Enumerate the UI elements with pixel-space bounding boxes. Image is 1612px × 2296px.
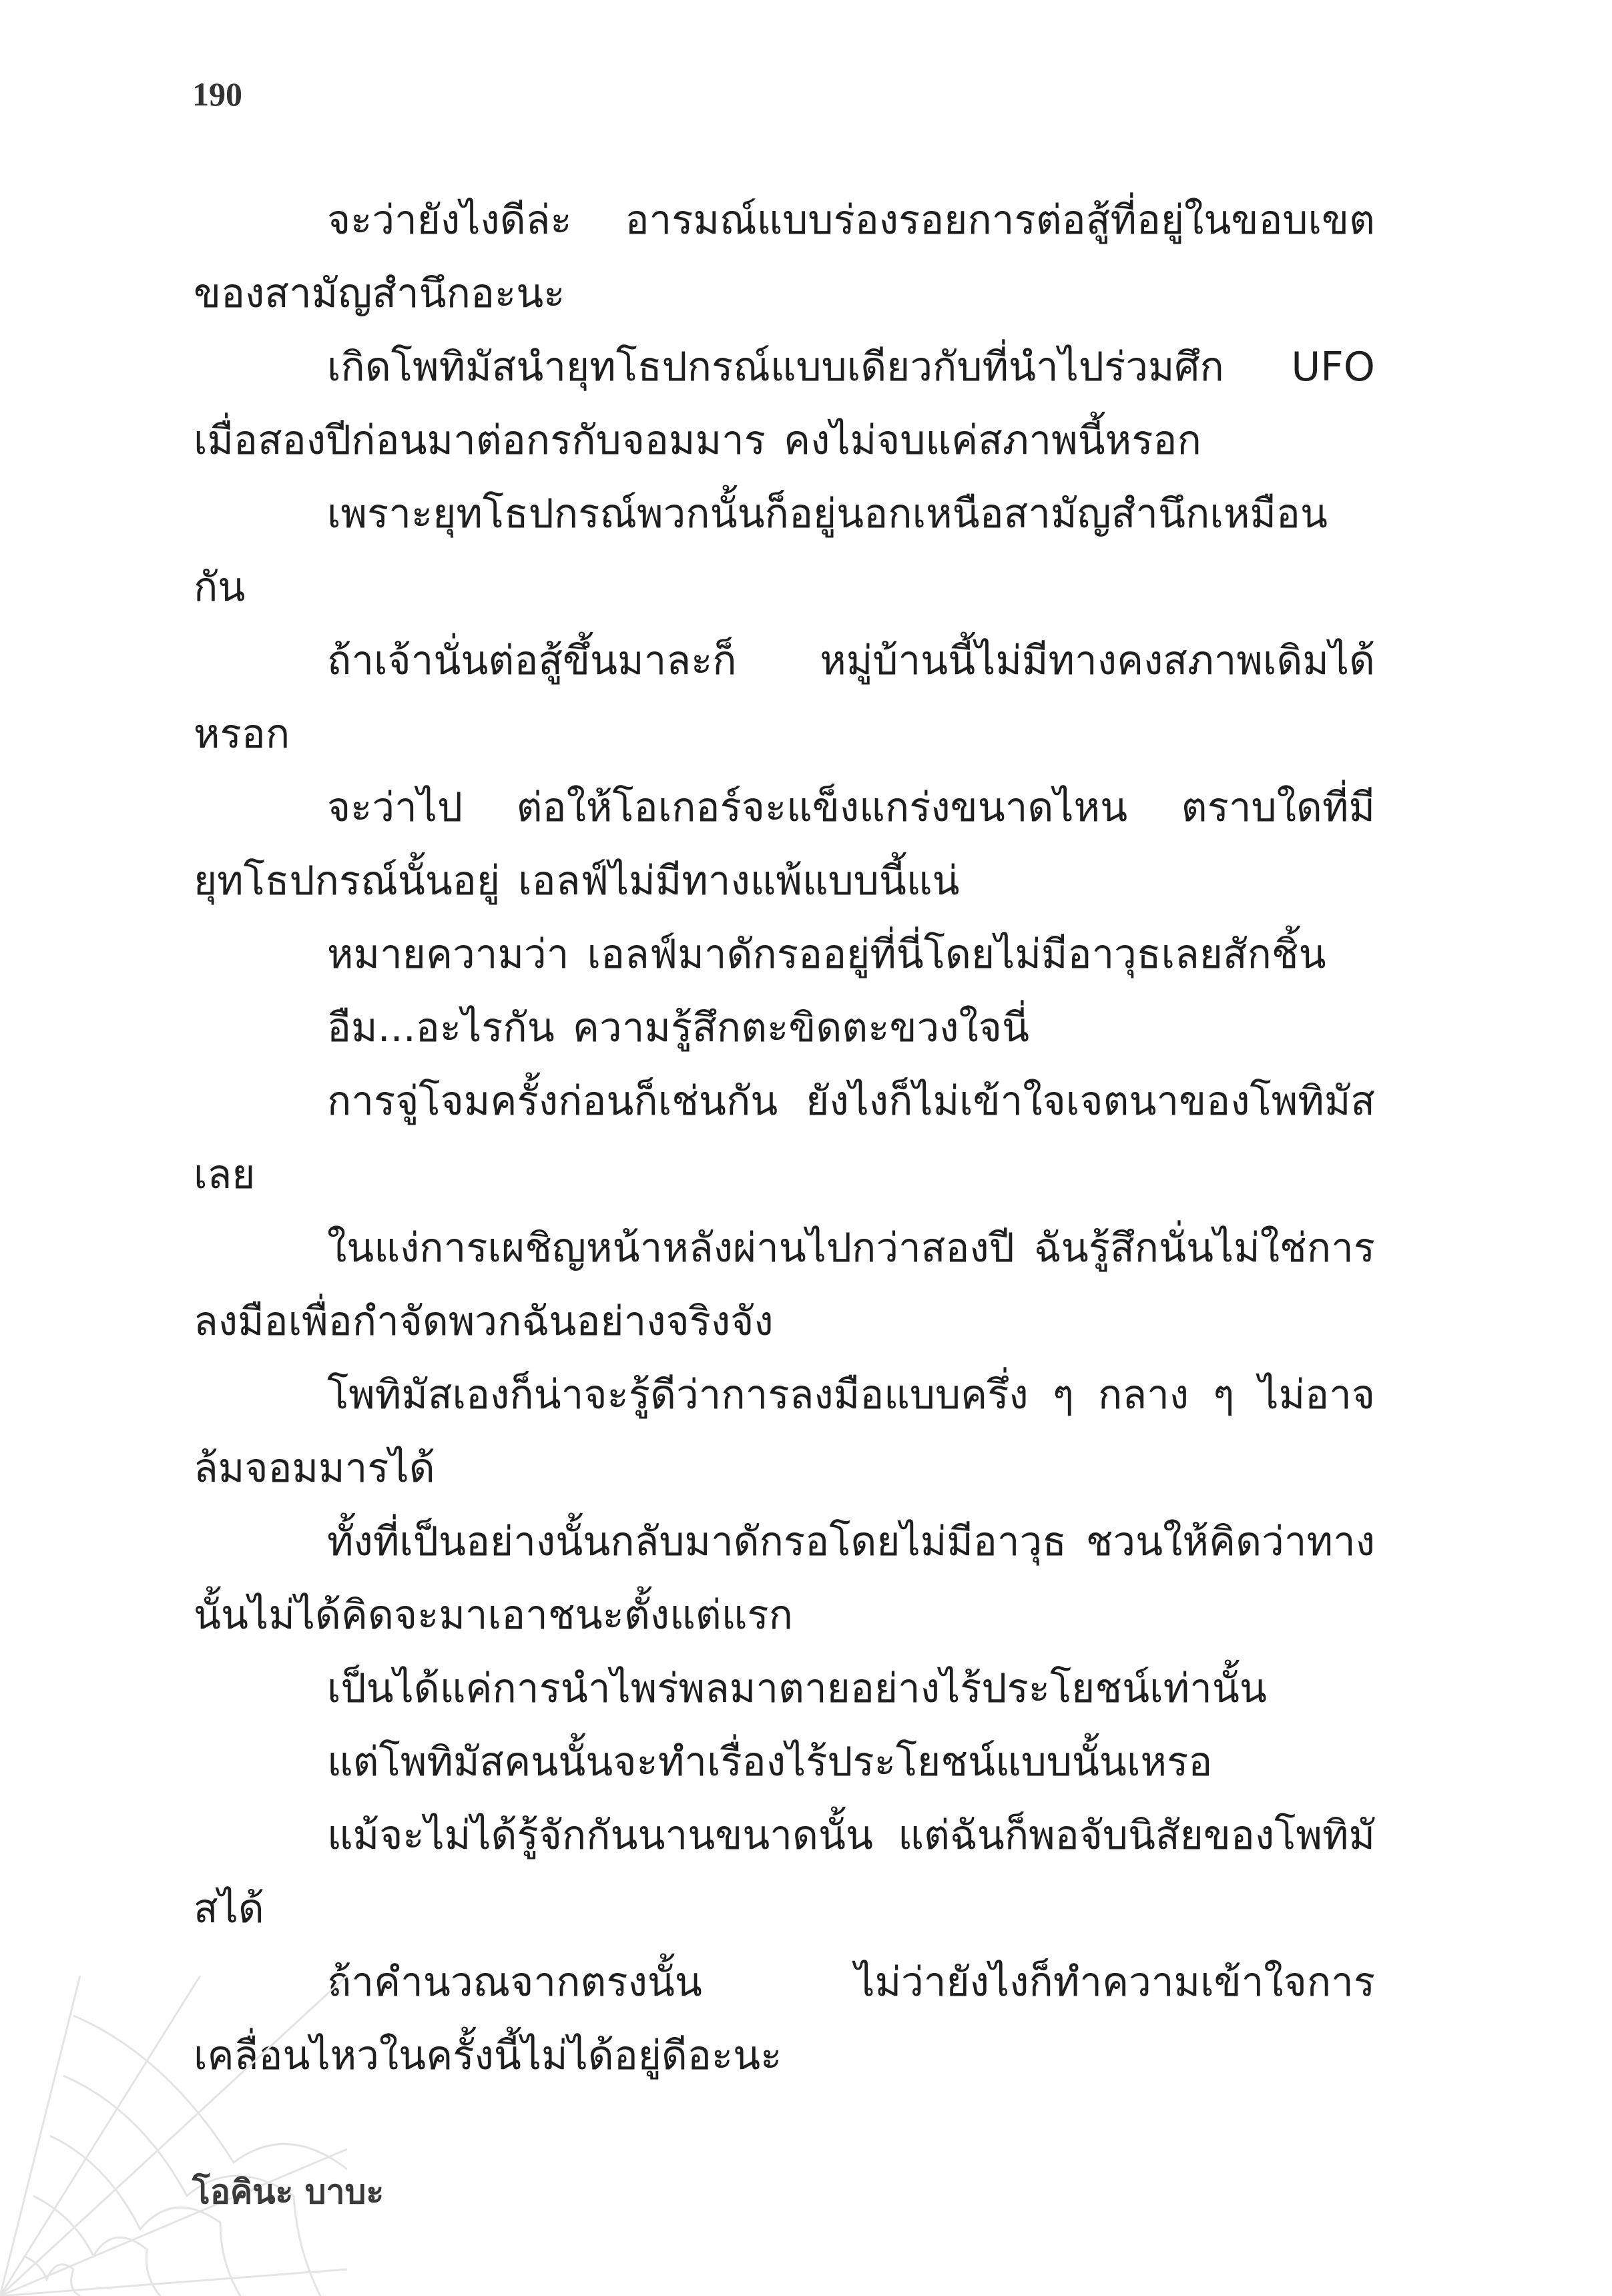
paragraph: ในแง่การเผชิญหน้าหลังผ่านไปกว่าสองปี ฉันรู้สึกนั่นไม่ใช่การลงมือเพื่อกำจัดพวกฉันอย่างจริงจัง [194, 1225, 1375, 1345]
paragraph: ทั้งที่เป็นอย่างนั้นกลับมาดักรอโดยไม่มีอาวุธ ชวนให้คิดว่าทางนั้นไม่ได้คิดจะมาเอาชนะตั้งแต่แรก [194, 1518, 1375, 1639]
paragraph: แต่โพทิมัสคนนั้นจะทำเรื่องไร้ประโยชน์แบบนั้นเหรอ [327, 1739, 1213, 1785]
spider-web-icon [0, 1976, 347, 2296]
paragraph: อืม...อะไรกัน ความรู้สึกตะขิดตะขวงใจนี่ [327, 1005, 1029, 1051]
paragraph: ถ้าคำนวณจากตรงนั้น ไม่ว่ายังไงก็ทำความเข้าใจการเคลื่อนไหวในครั้งนี้ไม่ได้อยู่ดีอะนะ [194, 1959, 1375, 2079]
paragraph: หมายความว่า เอลฟ์มาดักรออยู่ที่นี่โดยไม่มีอาวุธเลยสักชิ้น [327, 931, 1326, 978]
page-number: 190 [192, 75, 242, 113]
paragraph: โพทิมัสเองก็น่าจะรู้ดีว่าการลงมือแบบครึ่ง ๆ กลาง ๆ ไม่อาจล้มจอมมารได้ [194, 1372, 1375, 1492]
paragraph: เกิดโพทิมัสนำยุทโธปกรณ์แบบเดียวกับที่นำไปร่วมศึก UFO เมื่อสองปีก่อนมาต่อกรกับจอมมาร คงไม่จบแค่สภาพนี้หรอก [194, 344, 1375, 464]
footer-author: โอคินะ บาบะ [192, 2173, 384, 2211]
paragraph: จะว่าไป ต่อให้โอเกอร์จะแข็งแกร่งขนาดไหน ตราบใดที่มียุทโธปกรณ์นั้นอยู่ เอลฟ์ไม่มีทางแพ้แบบนี้แน่ [194, 784, 1375, 904]
paragraph: แม้จะไม่ได้รู้จักกันนานขนาดนั้น แต่ฉันก็พอจับนิสัยของโพทิมัสได้ [194, 1812, 1375, 1932]
paragraph: การจู่โจมครั้งก่อนก็เช่นกัน ยังไงก็ไม่เข้าใจเจตนาของโพทิมัสเลย [194, 1078, 1375, 1198]
paragraph: เพราะยุทโธปกรณ์พวกนั้นก็อยู่นอกเหนือสามัญสำนึกเหมือนกัน [194, 491, 1328, 611]
paragraph: จะว่ายังไงดีล่ะ อารมณ์แบบร่องรอยการต่อสู้ที่อยู่ในขอบเขตของสามัญสำนึกอะนะ [194, 197, 1375, 317]
text-body [194, 184, 1375, 2092]
paragraph: ถ้าเจ้านั่นต่อสู้ขึ้นมาละก็ หมู่บ้านนี้ไม่มีทางคงสภาพเดิมได้หรอก [194, 637, 1375, 758]
paragraph: เป็นได้แค่การนำไพร่พลมาตายอย่างไร้ประโยชน์เท่านั้น [327, 1665, 1267, 1712]
